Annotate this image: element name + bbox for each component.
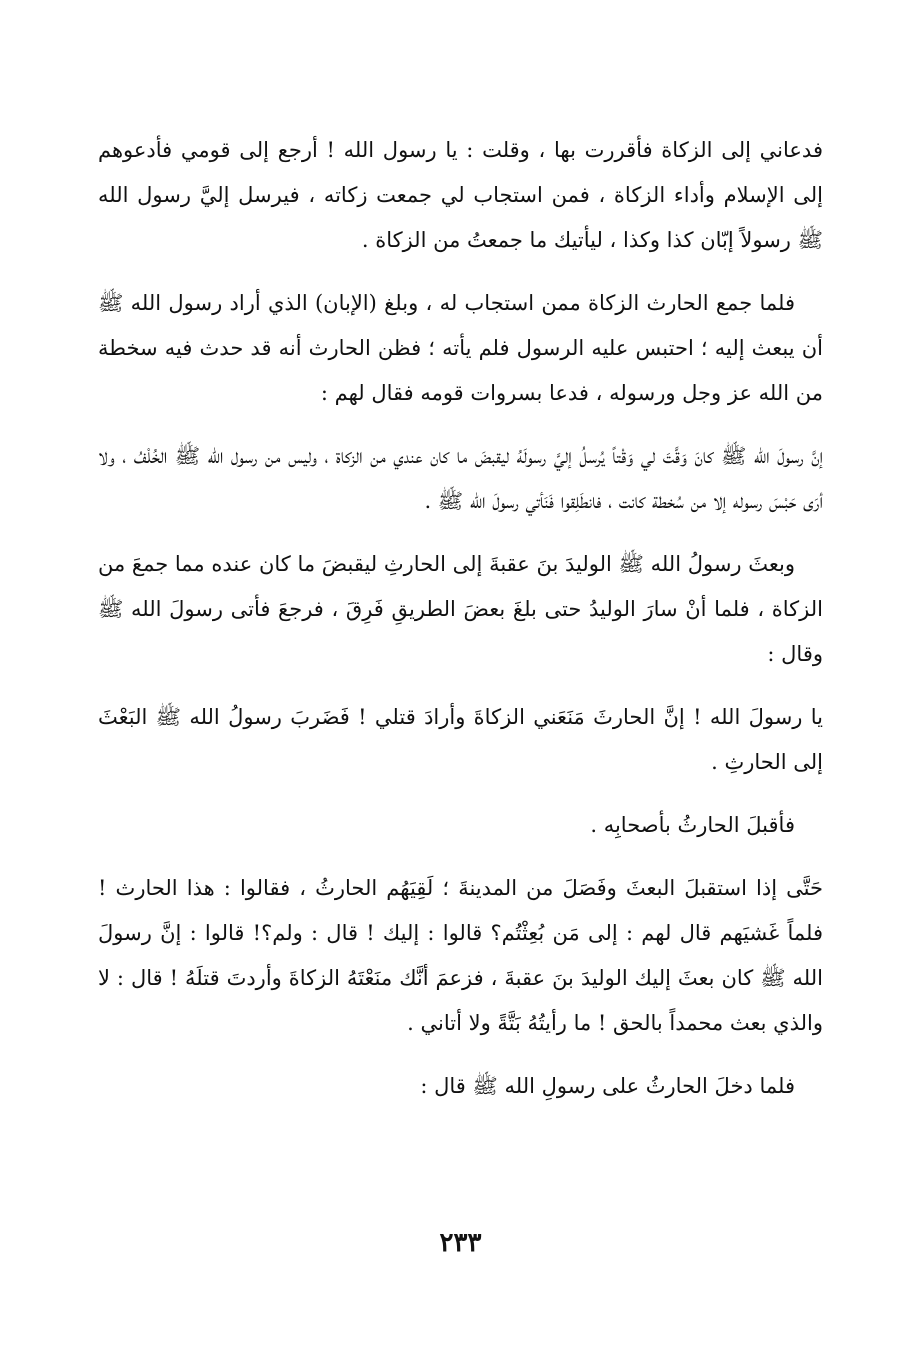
paragraph-8: فلما دخلَ الحارثُ على رسولِ الله ﷺ قال : [420, 1074, 795, 1098]
paragraph-5: يا رسولَ الله ! إنَّ الحارثَ مَنَعَني الزكاةَ وأرادَ قتلي ! فَضَربَ رسولُ الله ﷺ البَعْثَ إلى الحارثِ . [98, 705, 823, 774]
paragraph-4: وبعثَ رسولُ الله ﷺ الوليدَ بنَ عقبةَ إلى الحارثِ ليقبضَ ما كان عنده مما جمعَ من الزكاة ، فلما أنْ سارَ الوليدُ حتى بلغَ بعضَ الطريقِ فَرِقَ ، فرجعَ فأتى رسولَ الله ﷺ وقال : [98, 552, 823, 666]
paragraph-1: فدعاني إلى الزكاة فأقررت بها ، وقلت : يا رسول الله ! أرجع إلى قومي فأدعوهم إلى الإسلام وأداء الزكاة ، فمن استجاب لي جمعت زكاته ، فيرسل إليَّ رسول الله ﷺ رسولاً إبّان كذا وكذا ، ليأتيك ما جمعتُ من الزكاة . [98, 138, 823, 252]
paragraph-2: فلما جمع الحارث الزكاة ممن استجاب له ، وبلغ (الإبان) الذي أراد رسول الله ﷺ أن يبعث إليه ؛ احتبس عليه الرسول فلم يأته ؛ فظن الحارث أنه قد حدث فيه سخطة من الله عز وجل ورسوله ، فدعا بسروات قومه فقال لهم : [98, 291, 823, 405]
paragraph-6: فأقبلَ الحارثُ بأصحابِه . [590, 813, 795, 837]
paragraph-7: حَتَّى إذا استقبلَ البعثَ وفَصَلَ من المدينةَ ؛ لَقِيَهُم الحارثُ ، فقالوا : هذا الحارث ! فلماً غَشيَهم قال لهم : إلى مَن بُعِثْتُم؟ قالوا : إليك ! قال : ولم؟! قالوا : إنَّ رسولَ الله ﷺ كان بعثَ إليك الوليدَ بنَ عقبةَ ، فزعمَ أنَّك منَعْتَهُ الزكاةَ وأردتَ قتلَهُ ! قال : لا والذي بعث محمداً بالحق ! ما رأيتُهُ بَتَّةً ولا أتاني . [98, 876, 823, 1035]
paragraph-3: إنَّ رسولَ الله ﷺ كانَ وَقَّتَ لي وَقْتاً يُرسلُ إليَّ رسولَهُ ليقبضَ ما كان عندي من الزكاة ، وليس من رسول الله ﷺ الخُلْفُ ، ولا أرَى حَبْسَ رسوله إلا من سُخطة كانت ، فانطَلِقوا فَنَأتي رسولَ الله ﷺ . [98, 444, 823, 513]
page-number: ٢٣٣ [439, 1228, 482, 1258]
